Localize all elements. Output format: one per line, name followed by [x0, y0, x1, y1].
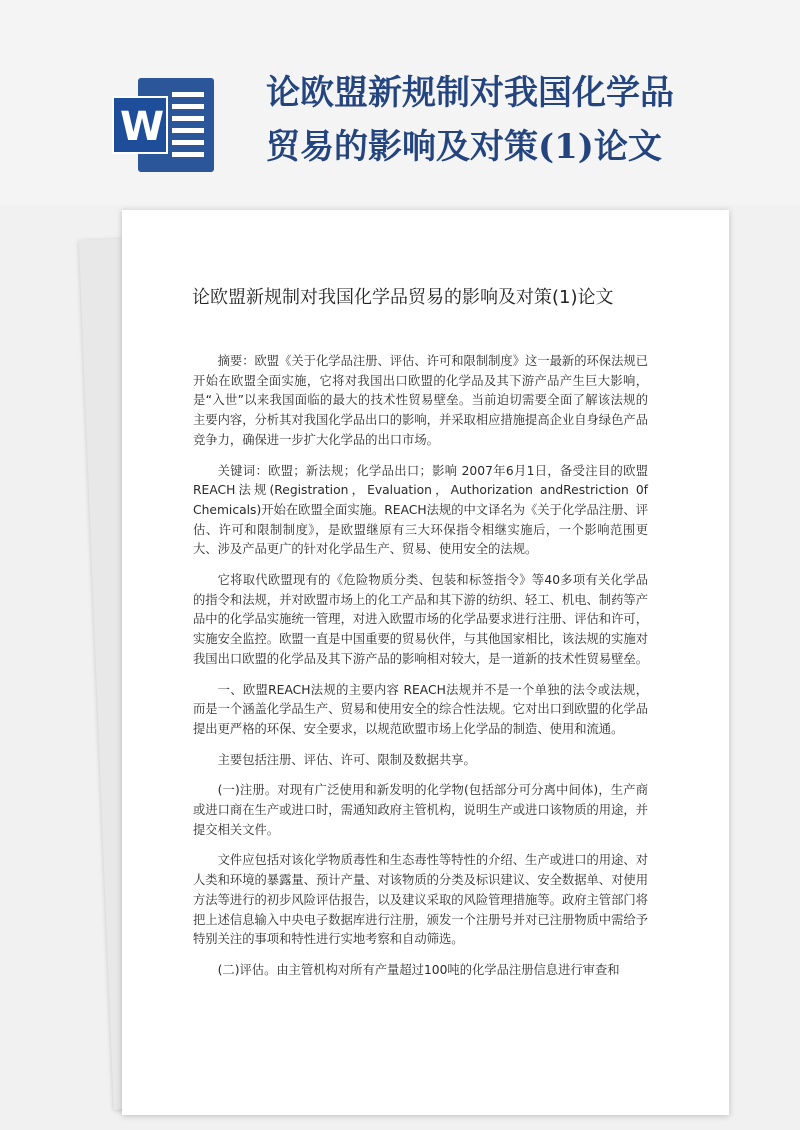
text-line-decoration [172, 116, 204, 121]
document-body [193, 352, 648, 992]
text-line-decoration [172, 140, 204, 145]
word-document-icon [112, 78, 216, 174]
paragraph-body: 文件应包括对该化学物质毒性和生态毒性等特性的介绍、生产或进口的用途、对人类和环境的暴露量、预计产量、对该物质的分类及标识建议、安全数据单、对使用方法等进行的初步风险评估报告，以及建议采取的风险管理措施等。政府主管部门将把上述信息输入中央电子数据库进行注册，颁发一个注册号并对已注册物质中需给予特别关注的事项和特性进行实地考察和自动筛选。 [193, 853, 648, 947]
document-title: 论欧盟新规制对我国化学品贸易的影响及对策(1)论文 [192, 287, 614, 308]
paragraph-evaluation: (二)评估。由主管机构对所有产量超过100吨的化学品注册信息进行审查和 [217, 962, 620, 977]
word-badge [112, 96, 168, 154]
text-line-decoration [172, 152, 204, 157]
text-line-decoration [172, 128, 204, 133]
paragraph-body: 它将取代欧盟现有的《危险物质分类、包装和标签指令》等40多项有关化学品的指令和法规，并对欧盟市场上的化工产品和其下游的纺织、轻工、机电、制药等产品中的化学品实施统一管理，对进入欧盟市场的化学品要求进行注册、评估和许可，实施安全监控。欧盟一直是中国重要的贸易伙伴，与其他国家相比，该法规的实施对我国出口欧盟的化学品及其下游产品的影响相对较大，是一道新的技术性贸易壁垒。 [193, 573, 648, 666]
paragraph-registration: (一)注册。对现有广泛使用和新发明的化学物(包括部分可分离中间体)，生产商或进口商在生产或进口时，需通知政府主管机构，说明生产或进口该物质的用途，并提交相关文件。 [193, 783, 648, 837]
paragraph-section-one: 一、欧盟REACH法规的主要内容 REACH法规并不是一个单独的法令或法规，而是一个涵盖化学品生产、贸易和使用安全的综合性法规。它对出口到欧盟的化学品提出更严格的环保、安全要求，以规范欧盟市场上化学品的制造、使用和流通。 [193, 682, 648, 736]
document-page [122, 210, 729, 1115]
word-letter: W [119, 104, 165, 150]
paragraph-body: 主要包括注册、评估、许可、限制及数据共享。 [217, 752, 476, 767]
text-line-decoration [172, 92, 204, 97]
paragraph-abstract: 摘要：欧盟《关于化学品注册、评估、许可和限制制度》这一最新的环保法规已开始在欧盟全面实施，它将对我国出口欧盟的化学品及其下游产品产生巨大影响，是“入世”以来我国面临的最大的技术性贸易壁垒。当前迫切需要全面了解该法规的主要内容，分析其对我国化学品出口的影响，并采取相应措施提高企业自身绿色产品竞争力，确保进一步扩大化学品的出口市场。 [193, 354, 648, 447]
paragraph-keywords: 关键词：欧盟；新法规；化学品出口；影响 2007年6月1日，备受注目的欧盟REACH法规(Registration，Evaluation，Authorization andRestriction 0f Chemicals)开始在欧盟全面实施。REACH法规的中文译名为《关于化学品注册、评估、许可和限制制度》，是欧盟继原有三大环保指令相继实施后，一个影响范围更大、涉及产品更广的针对化学品生产、贸易、使用安全的法规。 [193, 463, 648, 557]
text-line-decoration [172, 104, 204, 109]
header-title: 论欧盟新规制对我国化学品贸易的影响及对策(1)论文 [266, 73, 674, 167]
document-header [0, 0, 800, 205]
